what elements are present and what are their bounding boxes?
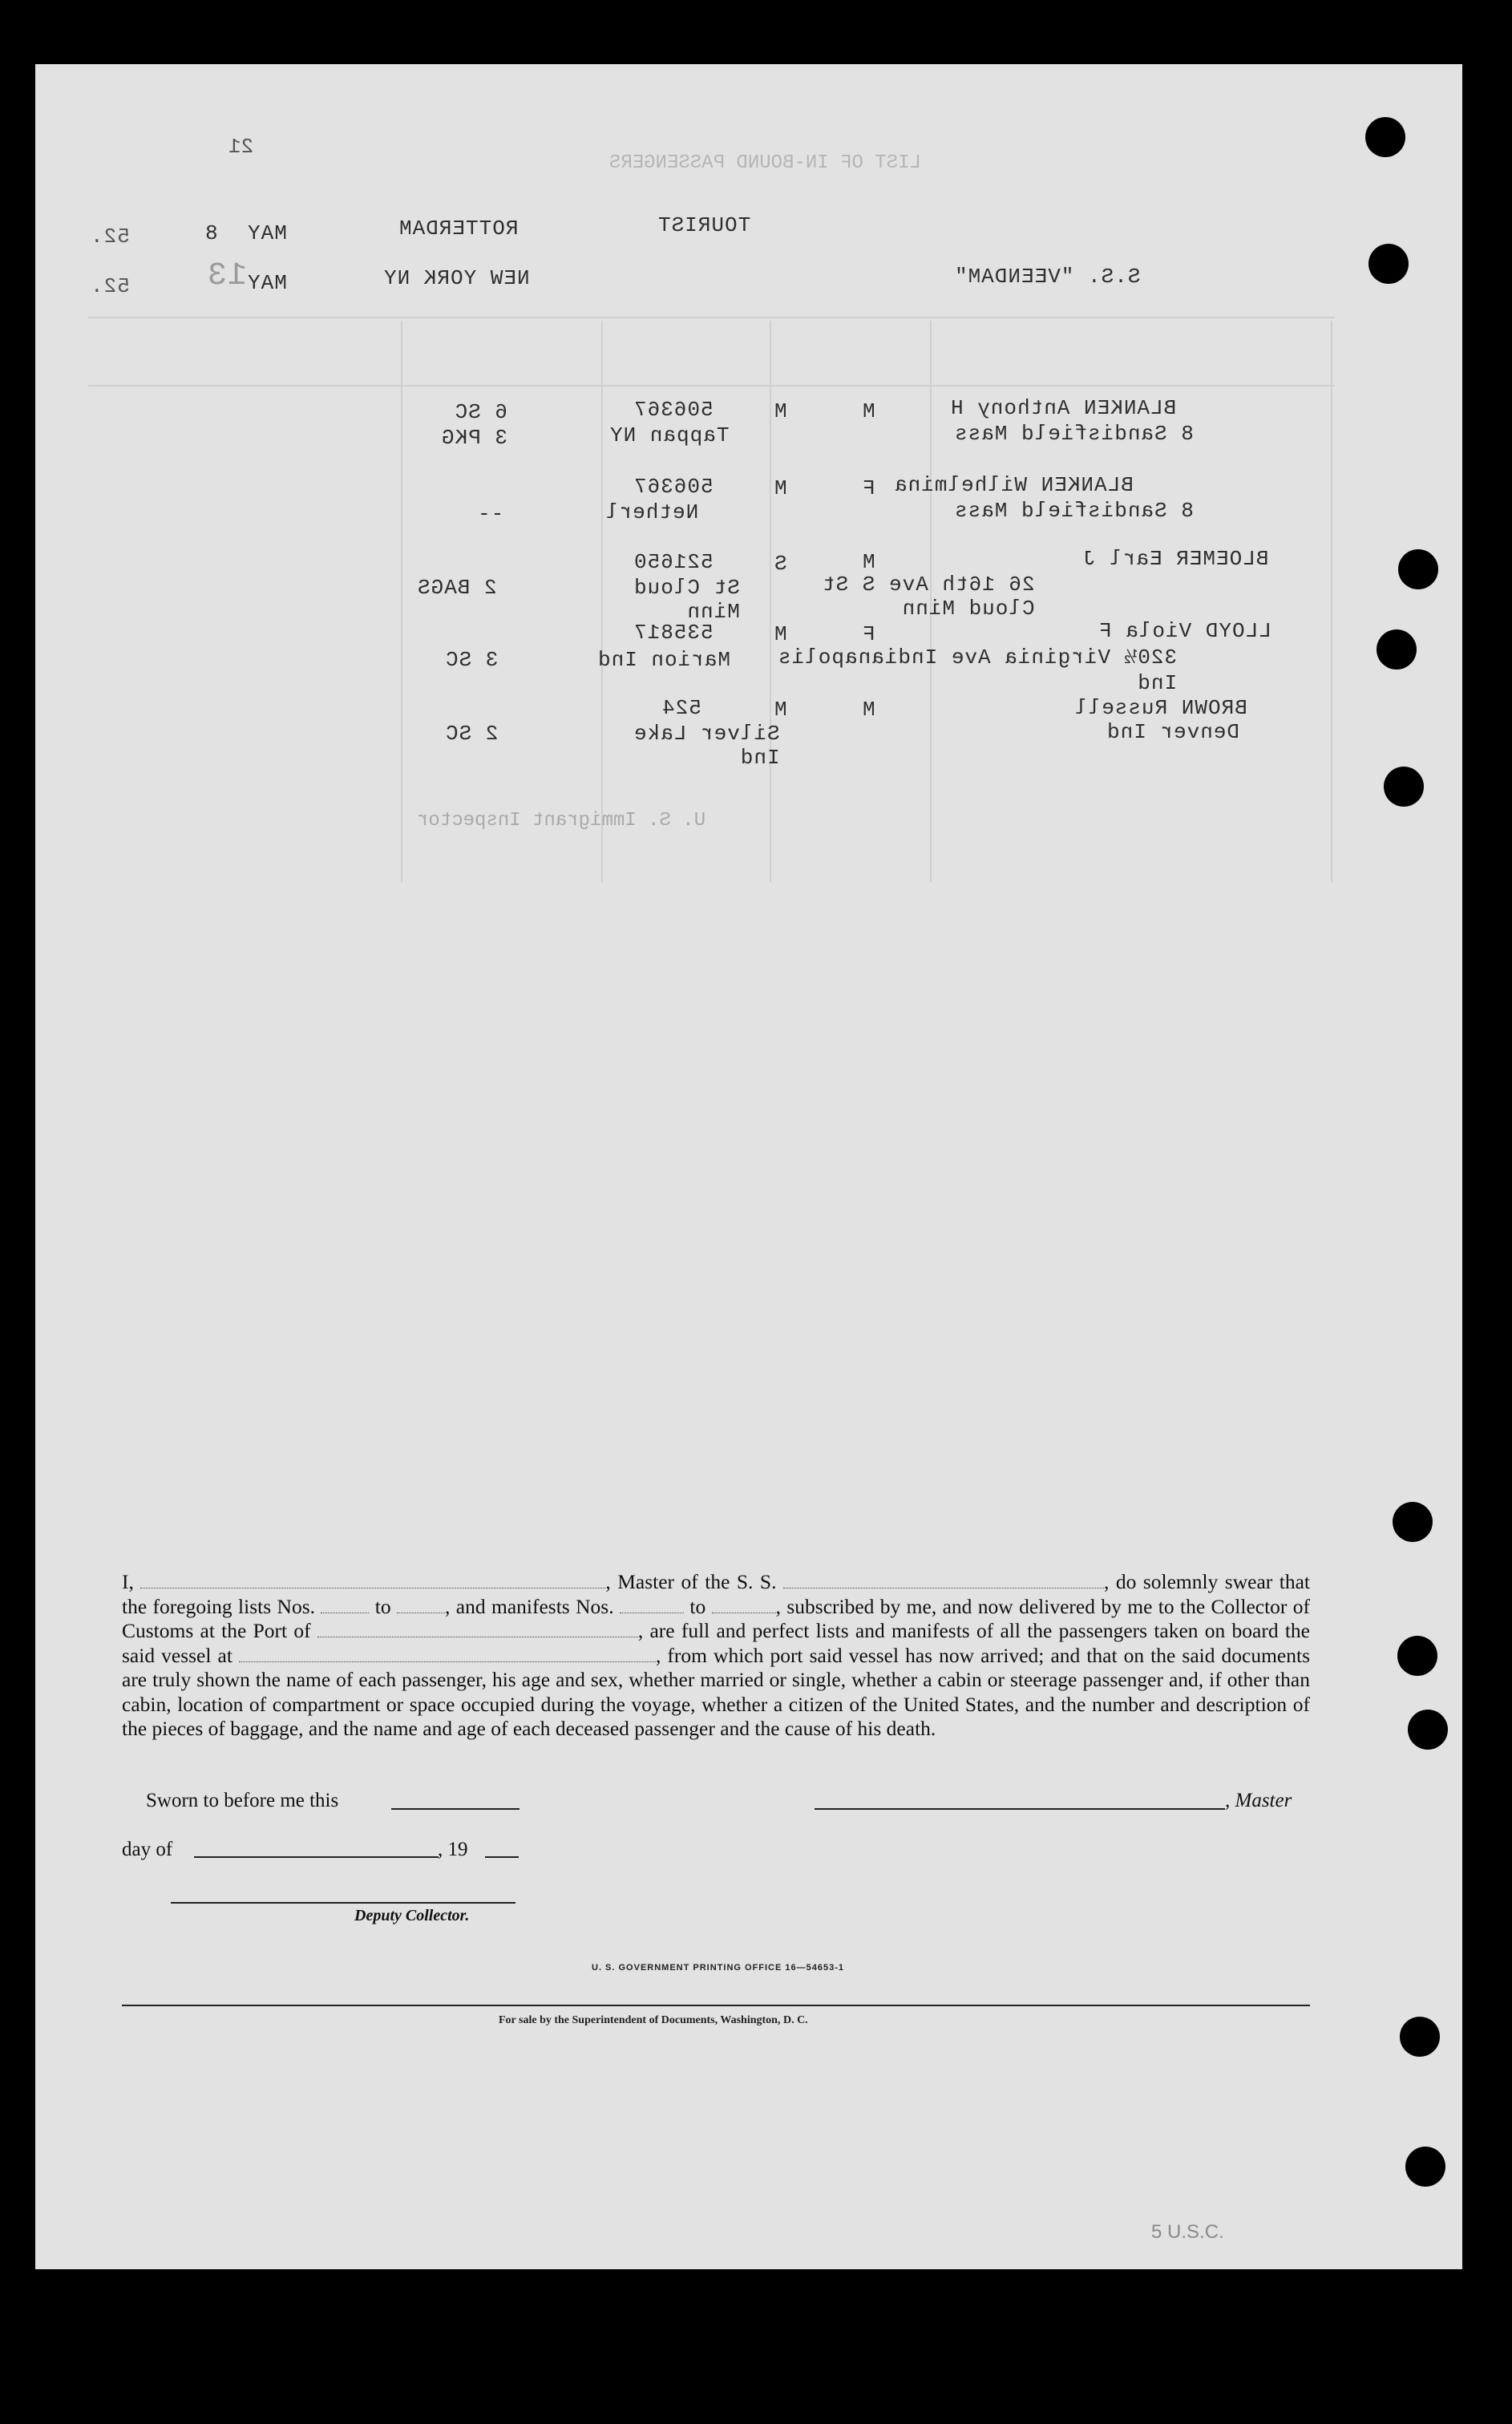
passenger-destination: Marion Ind: [597, 648, 731, 672]
table-rule: [88, 317, 1335, 318]
sworn-date-line: [391, 1808, 519, 1810]
passenger-baggage: --: [477, 502, 504, 526]
passenger-name: BLANKEN Anthony H: [950, 396, 1177, 420]
table-rule: [601, 321, 603, 882]
passenger-marital: M: [774, 698, 787, 722]
passenger-destination: Netherl: [605, 500, 699, 524]
master-label: , Master: [1225, 1790, 1292, 1811]
oath-to-2: to: [689, 1594, 706, 1618]
passenger-address: 26 16th Ave S St Cloud Minn: [822, 573, 1035, 621]
passenger-marital: M: [774, 622, 787, 646]
passenger-baggage: 2 BAGS: [417, 576, 497, 600]
oath-manifests-all: manifests of all the passengers taken on board the said vessel at: [122, 1619, 1310, 1667]
passenger-marital: M: [774, 399, 787, 423]
punch-hole: [1384, 767, 1424, 807]
passenger-name: BLANKEN Wilhelmina: [894, 473, 1134, 497]
deputy-label: Deputy Collector.: [354, 1907, 470, 1924]
oath-from-which: , from which: [655, 1643, 764, 1667]
blank-port: [317, 1622, 638, 1637]
passenger-baggage: 6 SC 3 PKG: [441, 400, 508, 450]
table-rule: [1331, 321, 1332, 882]
punch-hole: [1408, 1710, 1448, 1750]
passenger-sex: M: [862, 399, 875, 423]
blank-vessel-name: [783, 1573, 1104, 1588]
passenger-cert: 521650: [633, 550, 714, 574]
year-line: [485, 1856, 519, 1858]
table-rule: [401, 321, 402, 882]
day-of-line: [194, 1856, 439, 1858]
inspector-stamp: U. S. Immigrant Inspector: [417, 810, 706, 832]
punch-hole: [1393, 1502, 1433, 1542]
deputy-signature-line: [171, 1902, 515, 1904]
oath-i: I,: [122, 1570, 134, 1593]
sale-notice: For sale by the Superintendent of Documents, Washington, D. C.: [499, 2014, 808, 2026]
passenger-baggage: 3 SC: [445, 648, 499, 672]
punch-hole: [1400, 2017, 1440, 2057]
oath-body: port said vessel has now arrived; and that on the said documents are truly shown the name of each passenger, his age and sex, whether married or single, whether a cabin or steerage passenger and, if other than cabin, location of compartment or space occupied during the voyage, whether a citizen of the United States, and the number and description of the pieces of baggage, and the name and age of each deceased passenger and the cause of his death.: [122, 1643, 1311, 1740]
passenger-sex: F: [862, 622, 875, 646]
master-oath: [122, 1570, 1310, 1742]
header-vessel: S.S. "VEENDAM": [954, 265, 1141, 289]
punch-hole: [1398, 549, 1438, 589]
punch-hole: [1377, 629, 1417, 670]
passenger-cert: 506367: [633, 398, 714, 422]
blank-manifest-from: [620, 1598, 684, 1613]
header-day: 8: [204, 221, 218, 245]
header-month: MAY: [247, 221, 287, 245]
passenger-destination: Silver Lake Ind: [633, 722, 780, 770]
punch-hole: [1397, 1636, 1437, 1676]
punch-hole: [1405, 2147, 1445, 2187]
passenger-address: 8 Sandisfield Mass: [954, 499, 1194, 523]
faint-title: LIST OF IN-BOUND PASSENGERS: [609, 152, 921, 174]
oath-subscribed: , subscribed by me, and now: [775, 1594, 1013, 1618]
oath-manifests: , and manifests Nos.: [445, 1594, 614, 1618]
header-year: 52.: [90, 225, 130, 249]
passenger-baggage: 2 SC: [445, 722, 499, 746]
year-label: , 19: [438, 1839, 468, 1860]
list-number: 13: [207, 258, 248, 294]
sworn-label: Sworn to before me this: [146, 1790, 339, 1811]
manifest-page: [35, 64, 1462, 2269]
blank-list-from: [321, 1598, 369, 1613]
passenger-destination: St Cloud Minn: [633, 576, 740, 624]
passenger-cert: 524: [661, 696, 701, 720]
day-of-label: day of: [122, 1839, 173, 1860]
oath-delivered: delivered by me to the Collector of Customs at the Port of: [122, 1594, 1311, 1642]
oath-swear: swear that the foregoing lists Nos.: [122, 1570, 1310, 1618]
passenger-destination: Tappan NY: [609, 423, 730, 447]
oath-do-solemnly: , do solemnly: [1103, 1570, 1219, 1593]
passenger-name: BROWN Russell: [1074, 696, 1247, 720]
passenger-sex: M: [862, 698, 875, 722]
header-arrival: NEW YORK NY: [383, 266, 530, 290]
blank-port-of-departure: [239, 1647, 656, 1662]
table-rule: [770, 321, 771, 882]
footer-rule: [122, 2005, 1310, 2006]
passenger-cert: 535817: [633, 621, 714, 645]
header-class: TOURIST: [657, 213, 751, 237]
passenger-address: 8 Sandisfield Mass: [954, 422, 1194, 446]
page-number: 21: [228, 135, 254, 159]
passenger-cert: 506367: [633, 475, 714, 499]
blank-master-name: [140, 1573, 605, 1588]
master-signature-line: [815, 1808, 1225, 1810]
passenger-marital: M: [774, 476, 787, 500]
header-year-2: 52.: [90, 274, 130, 298]
passenger-name: LLOYD Viola F: [1098, 619, 1271, 643]
header-port: ROTTERDAM: [398, 217, 519, 241]
blank-manifest-to: [712, 1598, 776, 1613]
passenger-address: 320½ Virginia Ave Indianapolis Ind: [778, 645, 1178, 695]
oath-to-1: to: [374, 1594, 391, 1618]
header-month-2: MAY: [247, 271, 287, 295]
table-rule: [88, 385, 1335, 386]
passenger-address: Denver Ind: [1106, 720, 1240, 744]
passenger-sex: M: [862, 550, 875, 574]
passenger-sex: F: [862, 476, 875, 500]
blank-list-to: [397, 1598, 445, 1613]
passenger-marital: S: [774, 552, 787, 576]
oath-master-of: , Master of the S. S.: [605, 1570, 777, 1593]
printing-office: U. S. GOVERNMENT PRINTING OFFICE 16—54653-1: [592, 1963, 845, 1973]
oath-are-full: , are full and perfect lists and: [637, 1619, 885, 1642]
corner-stamp: 5 U.S.C.: [1151, 2221, 1224, 2243]
punch-hole: [1368, 244, 1409, 284]
punch-hole: [1365, 117, 1405, 157]
passenger-name: BLOEMER Earl J: [1082, 547, 1269, 571]
